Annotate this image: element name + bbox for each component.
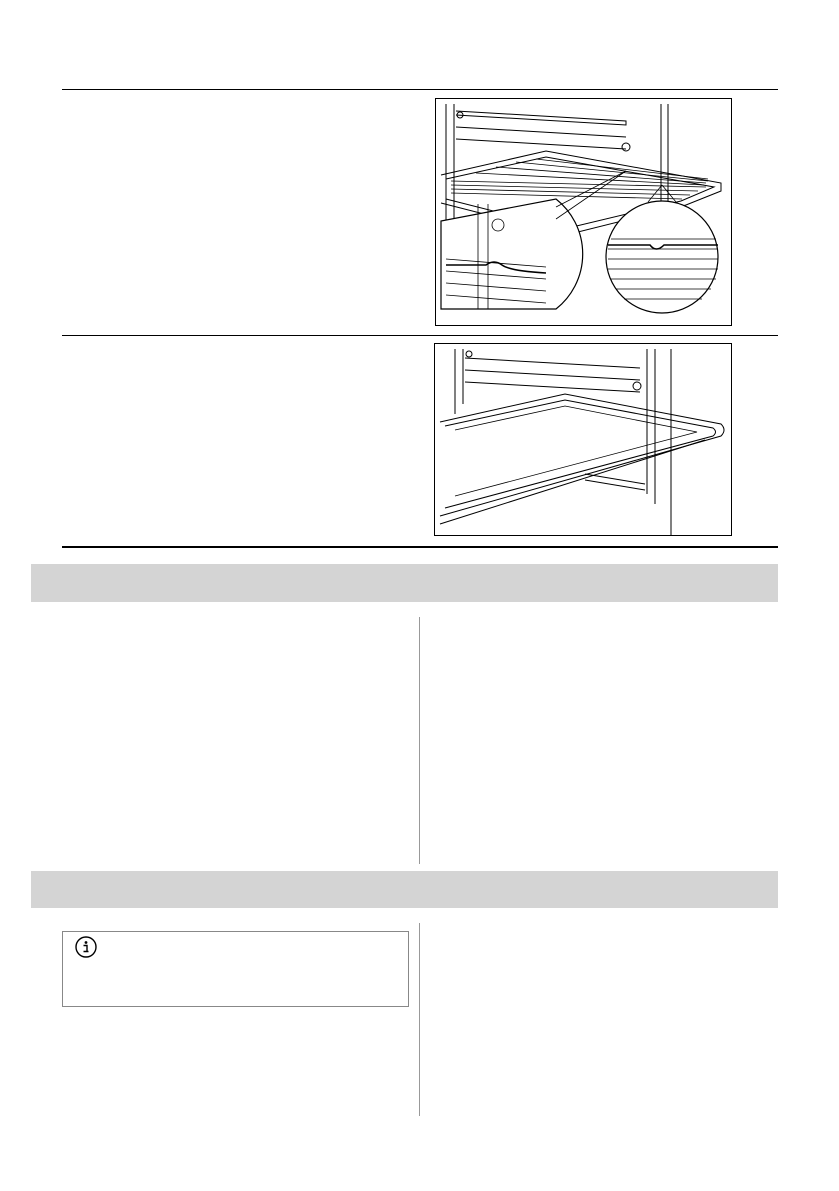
oven-wire-shelf-detail-illustration <box>436 99 731 325</box>
note-box <box>62 931 409 1007</box>
column-divider-2 <box>419 923 420 1116</box>
info-icon <box>75 936 97 958</box>
oven-tray-illustration <box>435 344 731 535</box>
shelf-insertion-figure <box>435 98 732 326</box>
section-header-band-2 <box>31 871 778 908</box>
table-middle-rule <box>62 335 778 336</box>
table-bottom-rule <box>62 546 778 548</box>
tray-insertion-figure <box>434 343 732 536</box>
table-top-rule <box>62 89 778 90</box>
column-divider-1 <box>419 617 420 864</box>
section-header-band-1 <box>31 564 778 602</box>
